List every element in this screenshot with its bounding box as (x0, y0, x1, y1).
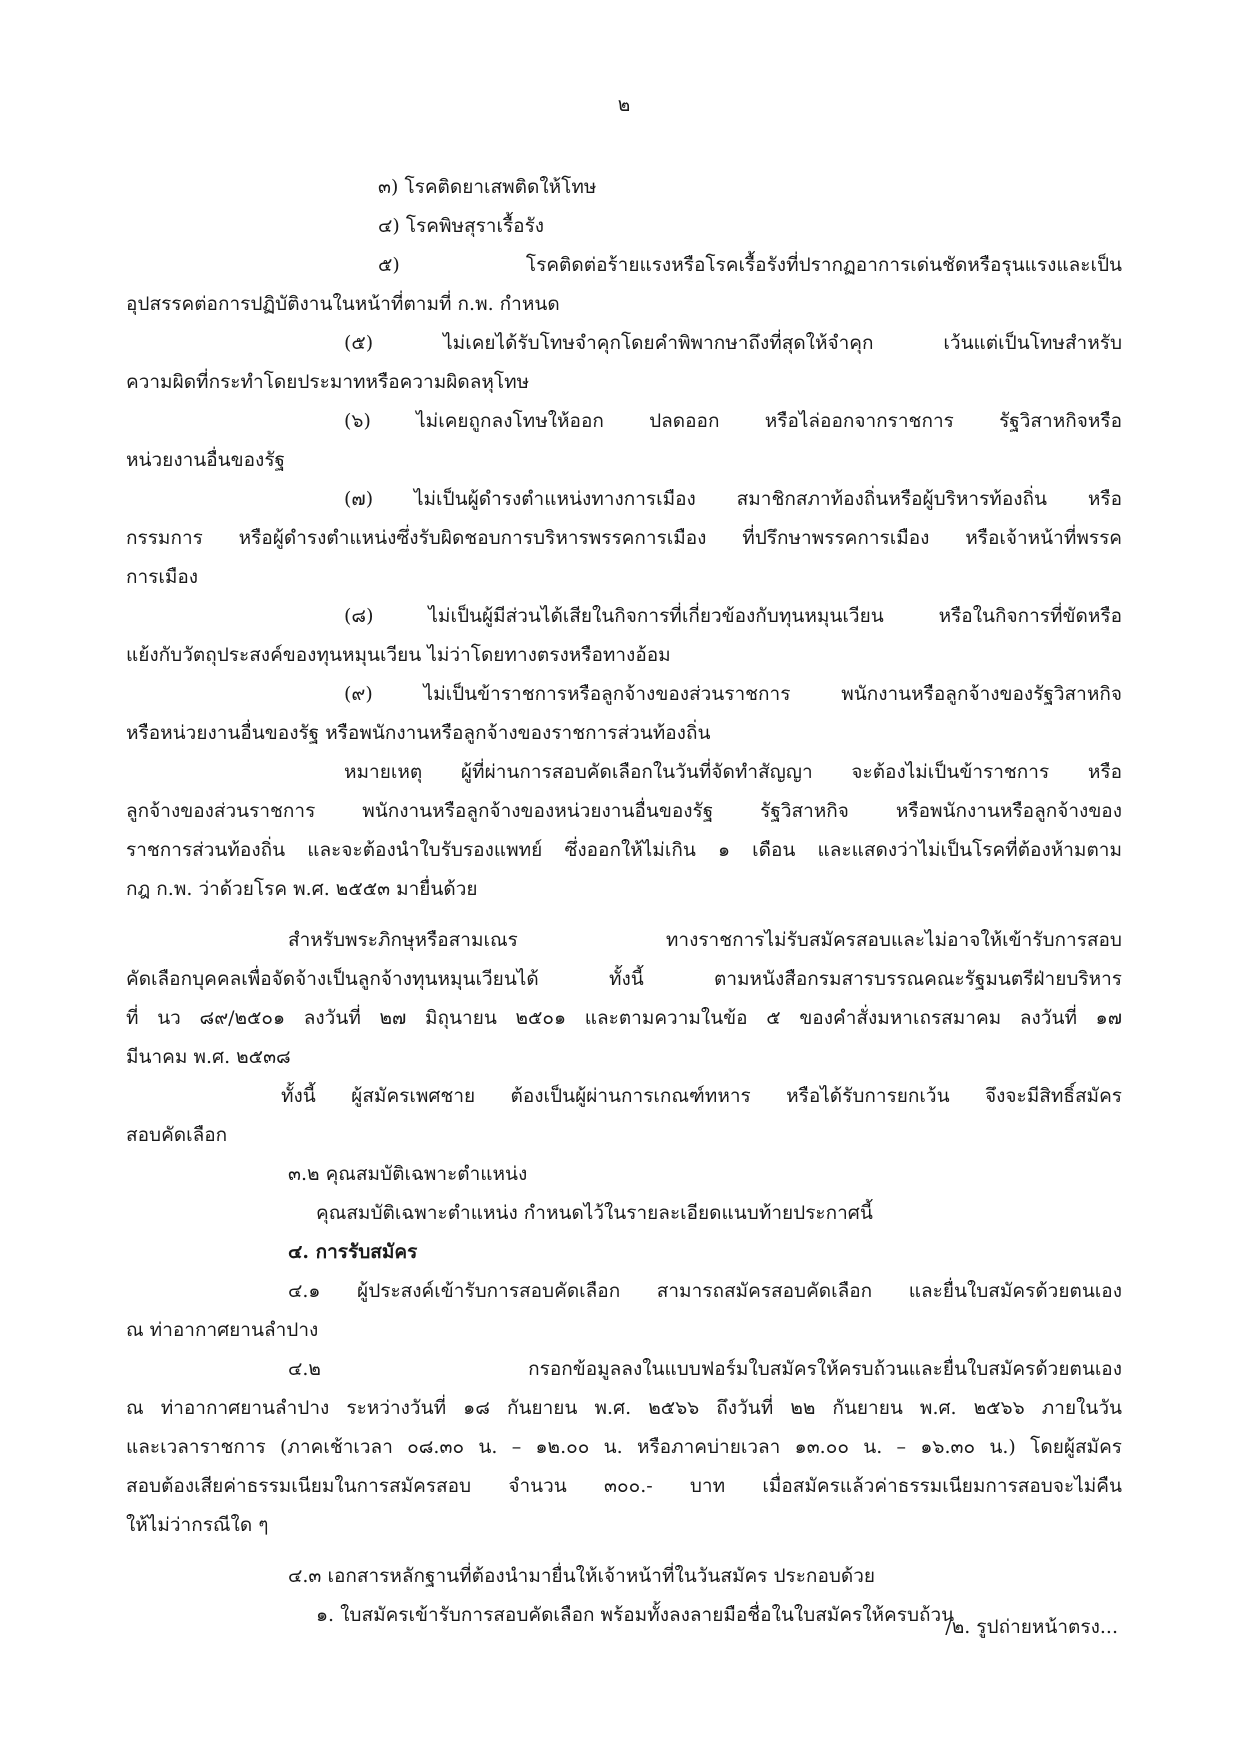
text-line: (๙) ไม่เป็นข้าราชการหรือลูกจ้างของส่วนราชการ พนักงานหรือลูกจ้างของรัฐวิสาหกิจ (344, 683, 1122, 705)
text-line: คุณสมบัติเฉพาะตำแหน่ง กำหนดไว้ในรายละเอียดแนบท้ายประกาศนี้ (316, 1202, 873, 1224)
text-line: กฎ ก.พ. ว่าด้วยโรค พ.ศ. ๒๕๕๓ มายื่นด้วย (126, 878, 478, 900)
text-line: อุปสรรคต่อการปฏิบัติงานในหน้าที่ตามที่ ก.พ. กำหนด (126, 293, 560, 315)
text-line: ๔) โรคพิษสุราเรื้อรัง (378, 215, 545, 237)
text-line: ๓) โรคติดยาเสพติดให้โทษ (378, 176, 597, 198)
text-line: ทั้งนี้ ผู้สมัครเพศชาย ต้องเป็นผู้ผ่านการเกณฑ์ทหาร หรือได้รับการยกเว้น จึงจะมีสิทธิ์สมัคร (281, 1085, 1122, 1107)
text-line: กรรมการ หรือผู้ดำรงตำแหน่งซึ่งรับผิดชอบการบริหารพรรคการเมือง ที่ปรึกษาพรรคการเมือง หรือเจ้าหน้าที่พรรค (126, 527, 1122, 549)
text-line: สอบต้องเสียค่าธรรมเนียมในการสมัครสอบ จำนวน ๓๐๐.- บาท เมื่อสมัครแล้วค่าธรรมเนียมการสอบจะไม่คืน (126, 1475, 1122, 1497)
text-line: ๕) โรคติดต่อร้ายแรงหรือโรคเรื้อรังที่ปรากฏอาการเด่นชัดหรือรุนแรงและเป็น (378, 254, 1122, 276)
text-line: ๔.๓ เอกสารหลักฐานที่ต้องนำมายื่นให้เจ้าหน้าที่ในวันสมัคร ประกอบด้วย (288, 1565, 876, 1587)
text-line: การเมือง (126, 566, 199, 588)
text-line: ความผิดที่กระทำโดยประมาทหรือความผิดลหุโทษ (126, 371, 530, 393)
text-line: ๑. ใบสมัครเข้ารับการสอบคัดเลือก พร้อมทั้งลงลายมือชื่อในใบสมัครให้ครบถ้วน (316, 1604, 955, 1626)
text-line: ให้ไม่ว่ากรณีใด ๆ (126, 1514, 269, 1536)
text-line: ลูกจ้างของส่วนราชการ พนักงานหรือลูกจ้างของหน่วยงานอื่นของรัฐ รัฐวิสาหกิจ หรือพนักงานหรือลูกจ้างของ (126, 800, 1122, 822)
text-line: (๕) ไม่เคยได้รับโทษจำคุกโดยคำพิพากษาถึงที่สุดให้จำคุก เว้นแต่เป็นโทษสำหรับ (344, 332, 1122, 354)
text-line: ๔.๑ ผู้ประสงค์เข้ารับการสอบคัดเลือก สามารถสมัครสอบคัดเลือก และยื่นใบสมัครด้วยตนเอง (288, 1280, 1122, 1302)
text-line: หน่วยงานอื่นของรัฐ (126, 449, 286, 471)
text-line: ๔. การรับสมัคร (288, 1241, 418, 1263)
text-line: แย้งกับวัตถุประสงค์ของทุนหมุนเวียน ไม่ว่าโดยทางตรงหรือทางอ้อม (126, 644, 671, 666)
text-line: สำหรับพระภิกษุหรือสามเณร ทางราชการไม่รับสมัครสอบและไม่อาจให้เข้ารับการสอบ (288, 929, 1122, 951)
text-line: หมายเหตุ ผู้ที่ผ่านการสอบคัดเลือกในวันที่จัดทำสัญญา จะต้องไม่เป็นข้าราชการ หรือ (344, 761, 1122, 783)
text-line: คัดเลือกบุคคลเพื่อจัดจ้างเป็นลูกจ้างทุนหมุนเวียนได้ ทั้งนี้ ตามหนังสือกรมสารบรรณคณะรัฐมนตรีฝ่ายบริหาร (126, 968, 1122, 990)
text-line: ณ ท่าอากาศยานลำปาง (126, 1319, 319, 1341)
text-line: มีนาคม พ.ศ. ๒๕๓๘ (126, 1046, 291, 1068)
paragraph-gap (126, 1545, 1122, 1557)
text-line: (๖) ไม่เคยถูกลงโทษให้ออก ปลดออก หรือไล่ออกจากราชการ รัฐวิสาหกิจหรือ (344, 410, 1122, 432)
text-line: ที่ นว ๘๙/๒๕๐๑ ลงวันที่ ๒๗ มิถุนายน ๒๕๐๑ และตามความในข้อ ๕ ของคำสั่งมหาเถรสมาคม ลงวันที่ ๑๗ (126, 1007, 1122, 1029)
text-line: และเวลาราชการ (ภาคเช้าเวลา ๐๘.๓๐ น. – ๑๒.๐๐ น. หรือภาคบ่ายเวลา ๑๓.๐๐ น. – ๑๖.๓๐ น.) โดยผู้สมัคร (126, 1436, 1122, 1458)
page-number: ๒ (617, 94, 631, 116)
text-line: ๔.๒ กรอกข้อมูลลงในแบบฟอร์มใบสมัครให้ครบถ้วนและยื่นใบสมัครด้วยตนเอง (288, 1358, 1122, 1380)
text-line: (๘) ไม่เป็นผู้มีส่วนได้เสียในกิจการที่เกี่ยวข้องกับทุนหมุนเวียน หรือในกิจการที่ขัดหรือ (344, 605, 1122, 627)
text-line: หรือหน่วยงานอื่นของรัฐ หรือพนักงานหรือลูกจ้างของราชการส่วนท้องถิ่น (126, 722, 711, 744)
document-body (126, 168, 1122, 1635)
text-line: ราชการส่วนท้องถิ่น และจะต้องนำใบรับรองแพทย์ ซึ่งออกให้ไม่เกิน ๑ เดือน และแสดงว่าไม่เป็นโรคที่ต้องห้ามตาม (126, 839, 1122, 861)
paragraph-gap (126, 909, 1122, 921)
text-line: (๗) ไม่เป็นผู้ดำรงตำแหน่งทางการเมือง สมาชิกสภาท้องถิ่นหรือผู้บริหารท้องถิ่น หรือ (344, 488, 1122, 510)
text-line: ๓.๒ คุณสมบัติเฉพาะตำแหน่ง (288, 1163, 528, 1185)
text-line: สอบคัดเลือก (126, 1124, 228, 1146)
text-line: ณ ท่าอากาศยานลำปาง ระหว่างวันที่ ๑๘ กันยายน พ.ศ. ๒๕๖๖ ถึงวันที่ ๒๒ กันยายน พ.ศ. ๒๕๖๖ ภายในวัน (126, 1397, 1122, 1419)
continuation-footer: /๒. รูปถ่ายหน้าตรง... (945, 1616, 1118, 1638)
